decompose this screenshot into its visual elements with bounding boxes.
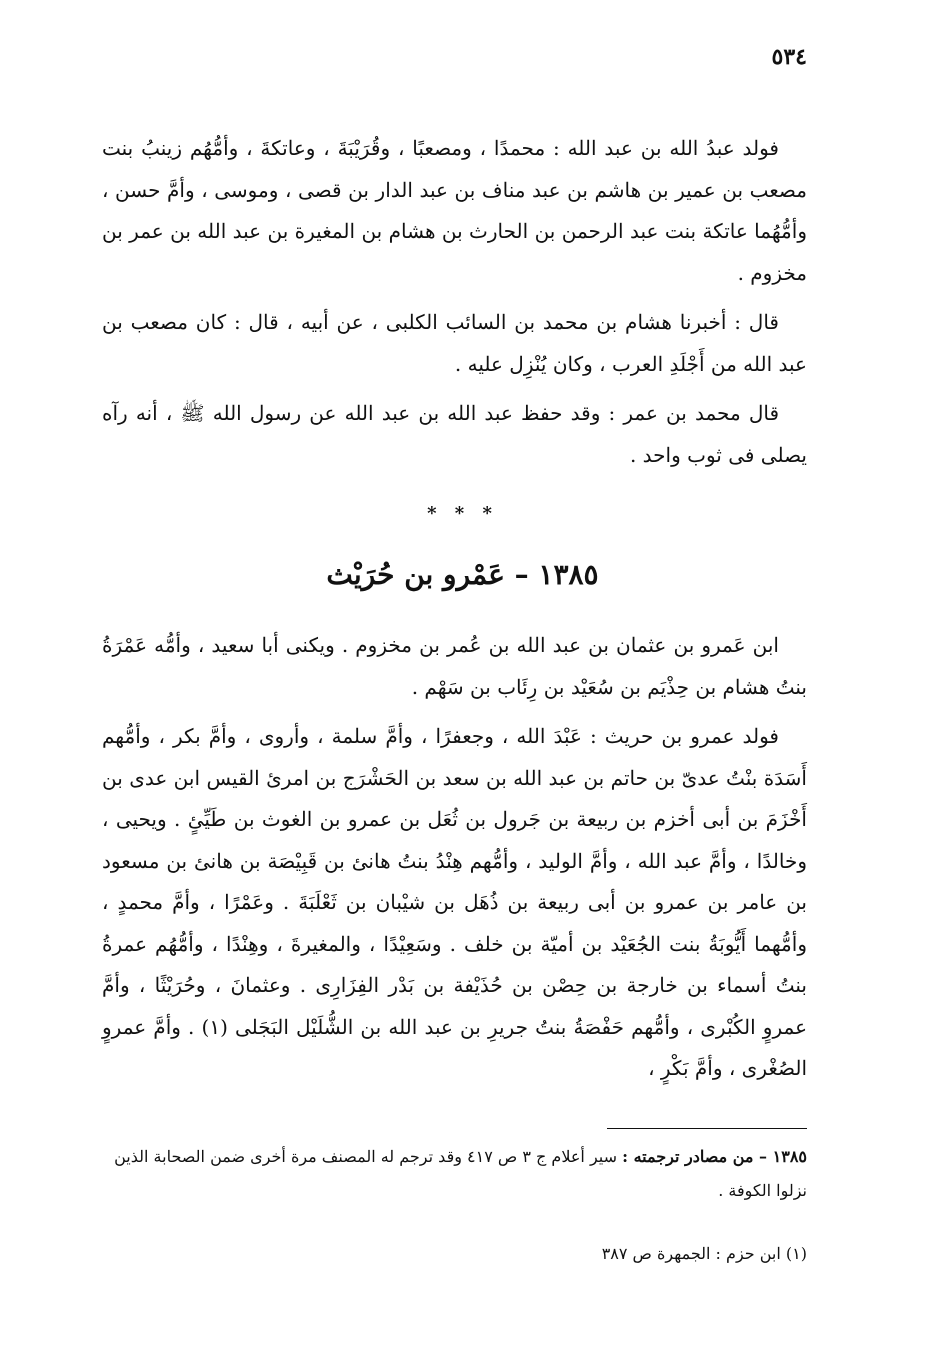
page-number: ٥٣٤ (771, 44, 807, 70)
paragraph: قال : أخبرنا هشام بن محمد بن السائب الكلبى ، عن أبيه ، قال : كان مصعب بن عبد الله من أَجْلَدِ العرب ، وكان يُنْزِل عليه . (102, 310, 807, 376)
paragraph: قال محمد بن عمر : وقد حفظ عبد الله بن عبد الله عن رسول الله ﷺ ، أنه رآه يصلى فى ثوب واحد . (102, 401, 807, 467)
footnote-sources (102, 1140, 807, 1208)
section-a-text (102, 128, 807, 484)
footnote-source-text: سير أعلام ج ٣ ص ٤١٧ وقد ترجم له المصنف مرة أخرى ضمن الصحابة الذين نزلوا الكوفة . (114, 1147, 807, 1200)
section-b-text (102, 625, 807, 1098)
footnote-source-label: ١٣٨٥ – من مصادر ترجمته : (622, 1147, 807, 1166)
entry-heading: ١٣٨٥ – عَمْرو بن حُرَيْث (326, 558, 599, 591)
footnote-one: (١) ابن حزم : الجمهرة ص ٣٨٧ (601, 1244, 807, 1263)
paragraph: فولد عبدُ الله بن عبد الله : محمدًا ، ومصعبًا ، وقُرَيْبَةَ ، وعاتكةَ ، وأمُّهُم زينبُ بنت مصعب بن عمير بن هاشم بن عبد مناف بن عبد الدار بن قصى ، وموسى ، وأمَّ حسن ، وأمُّهُما عاتكة بنت عبد الرحمن بن الحارث بن هشام بن المغيرة بن عبد الله بن عمر بن مخزوم . (102, 136, 807, 285)
paragraph: ابن عَمرو بن عثمان بن عبد الله بن عُمر بن مخزوم . ويكنى أبا سعيد ، وأمُّه عَمْرَةُ بنتُ هشام بن حِذْيَم بن سُعَيْد بن رِئَاب بن سَهْم . (102, 633, 807, 699)
footnote-divider (607, 1128, 807, 1129)
section-separator: * * * (427, 503, 498, 524)
paragraph: فولد عمرو بن حريث : عَبْدَ الله ، وجعفرًا ، وأمَّ سلمة ، وأروى ، وأمَّ بكر ، وأمُّهم أَسَدَة بنْتُ عدىّ بن حاتم بن عبد الله بن سعد بن الحَشْرَج بن امرئ القيس ابن عدى بن أَخْزَمَ بن أبى أخزم بن ربيعة بن جَرول بن ثُعَل بن عمرو بن الغوث بن طَيِّئٍ . ويحيى ، وخالدًا ، وأمَّ عبد الله ، وأمَّ الوليد ، وأمُّهم هِنْدُ بنتُ هانئ بن قَبِيْصَة بن هانئ بن مسعود بن عامر بن عمرو بن أبى ربيعة بن ذُهَل بن شيْبان بن ثَعْلَبَةَ . وعَمْرًا ، وأمَّ محمدٍ ، وأمُّهما أَيُّوبَةُ بنت الجُعَيْد بن أميّة بن خلف . وسَعِيْدًا ، والمغيرةَ ، وهِنْدًا ، وأمُّهُم عمرةُ بنتُ أسماء بن خارجة بن حِصْن بن حُذَيْفة بن بَدْر الفِزَارِى . وعثمانَ ، وحُرَيْثًا ، وأمَّ عمروٍ الكُبْرى ، وأمُّهم حَفْصَةُ بنتُ جريرِ بن عبد الله بن الشُّلَيْل البَجَلى (١) . وأمَّ عمروٍ الصُغْرى ، وأمَّ بَكْرٍ ، (102, 724, 808, 1080)
